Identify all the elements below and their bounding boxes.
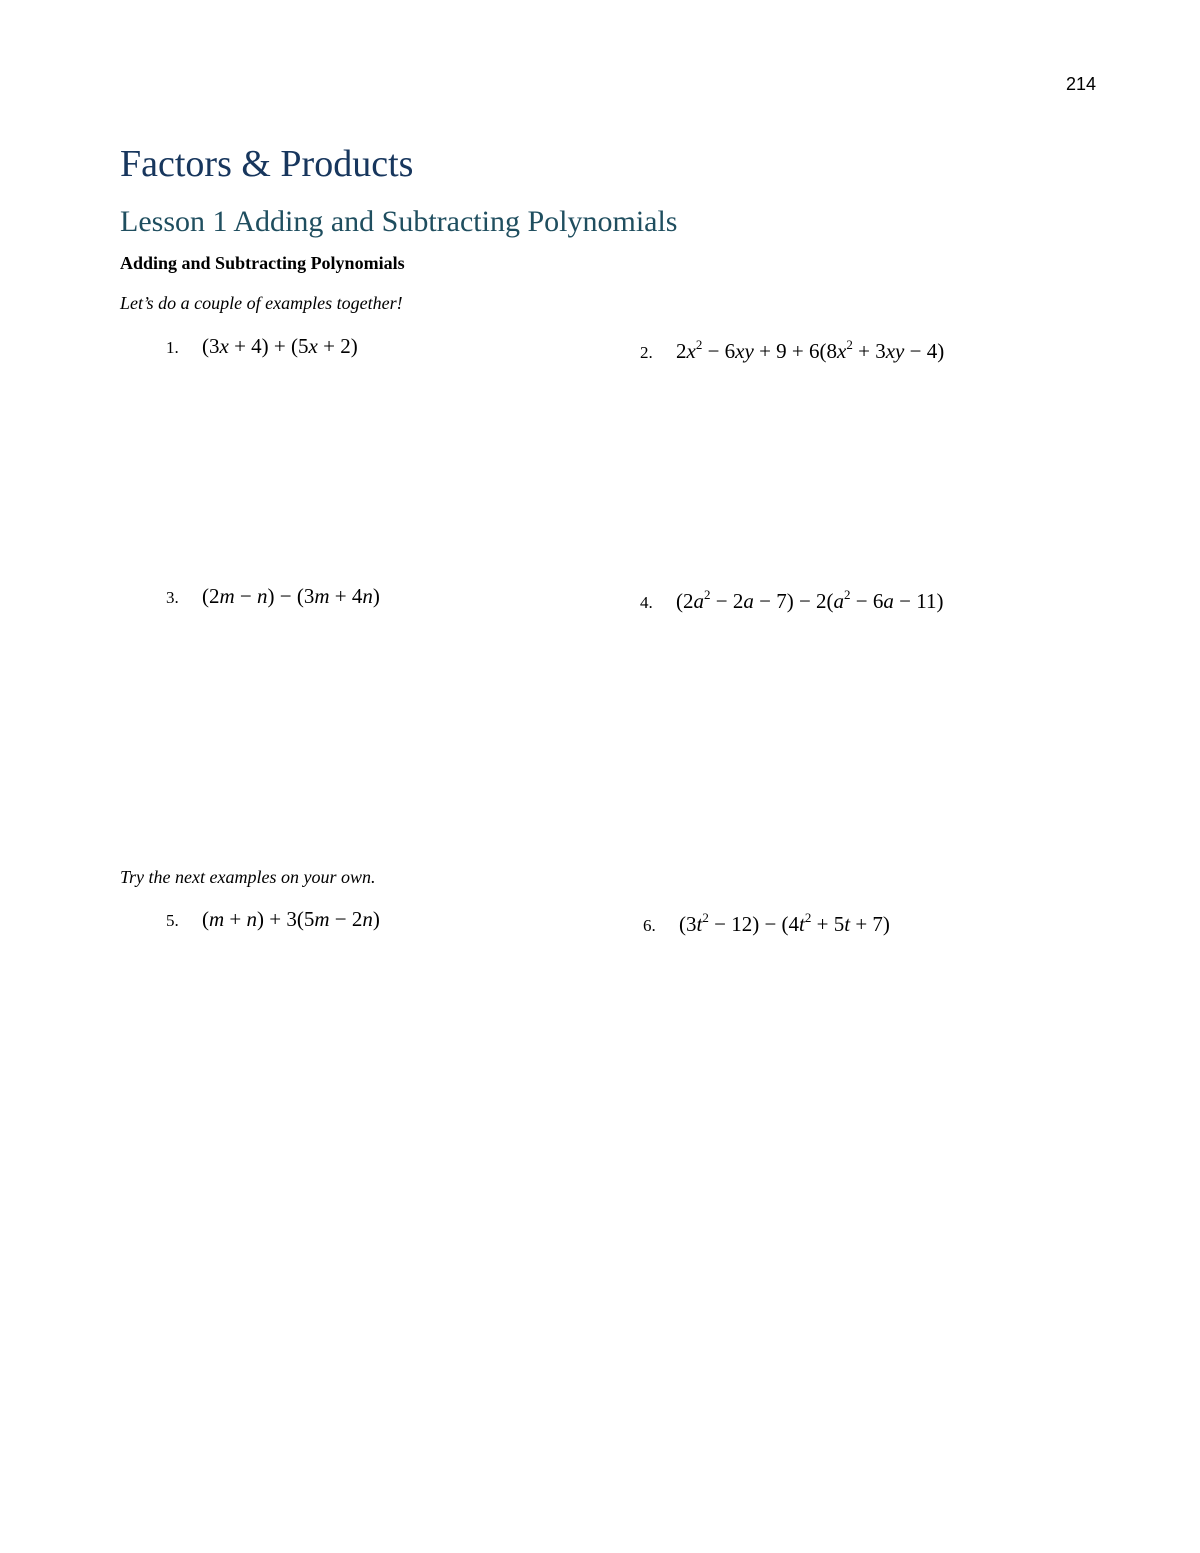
- problem-number: 3.: [166, 588, 179, 607]
- problem-3: [166, 584, 380, 609]
- problem-4: [640, 589, 943, 614]
- problem-expression: $(2a^2 - 2a - 7) - 2(a^2 - 6a - 11)$: [676, 587, 944, 613]
- problem-6: [643, 912, 890, 937]
- instruction-together: Let’s do a couple of examples together!: [120, 293, 403, 313]
- problem-1: [166, 334, 358, 359]
- problem-expression: $(3t^2 - 12) - (4t^2 + 5t + 7)$: [679, 910, 890, 936]
- problem-2: [640, 339, 944, 364]
- problem-number: 5.: [166, 911, 179, 930]
- problem-5: [166, 907, 380, 932]
- problem-expression: (3x + 4) + (5x + 2): [202, 334, 358, 358]
- problem-expression: (2m − n) − (3m + 4n): [202, 584, 380, 608]
- instruction-own: Try the next examples on your own.: [120, 867, 376, 887]
- problem-number: 6.: [643, 916, 656, 935]
- section-heading: Adding and Subtracting Polynomials: [120, 253, 405, 273]
- lesson-title: Lesson 1 Adding and Subtracting Polynomials: [120, 205, 678, 238]
- page-number: 214: [1065, 74, 1096, 94]
- problem-expression: $2x^2 - 6xy + 9 + 6(8x^2 + 3xy - 4)$: [676, 337, 945, 363]
- problem-expression: (m + n) + 3(5m − 2n): [202, 907, 380, 931]
- problem-number: 1.: [166, 338, 179, 357]
- problem-number: 4.: [640, 593, 653, 612]
- problem-number: 2.: [640, 343, 653, 362]
- chapter-title: Factors & Products: [120, 143, 414, 185]
